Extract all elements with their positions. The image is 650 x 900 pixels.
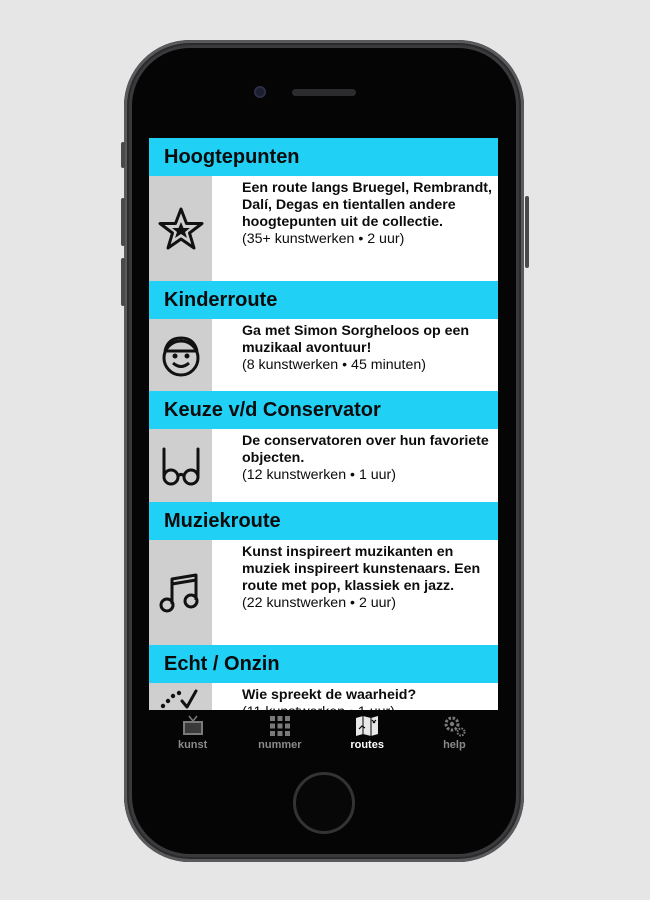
route-item-muziekroute[interactable] xyxy=(149,502,498,645)
route-meta: (35+ kunstwerken • 2 uur) xyxy=(242,231,405,247)
earpiece-speaker xyxy=(292,89,356,96)
app-screen xyxy=(149,138,498,758)
route-description: Ga met Simon Sorgheloos op een muzikaal avontuur! xyxy=(242,323,470,356)
route-description: De conservatoren over hun favoriete objecten. xyxy=(242,433,489,466)
route-title: Keuze v/d Conservator xyxy=(149,391,498,429)
child-face-icon xyxy=(158,332,204,378)
route-item-hoogtepunten[interactable] xyxy=(149,138,498,281)
volume-up-button xyxy=(121,198,125,246)
route-list[interactable] xyxy=(149,138,498,710)
star-icon xyxy=(158,206,204,252)
route-description: Kunst inspireert muzikanten en muziek inspireert kunstenaars. Een route met pop, klassiek en jazz. xyxy=(242,544,481,594)
tab-kunst[interactable] xyxy=(149,710,236,758)
route-title: Muziekroute xyxy=(149,502,498,540)
tab-label: nummer xyxy=(258,739,302,751)
route-description: Een route langs Bruegel, Rembrandt, Dalí, Degas en tientallen andere hoogtepunten uit de collectie. xyxy=(242,180,492,230)
route-title: Echt / Onzin xyxy=(149,645,498,683)
map-icon xyxy=(355,715,379,737)
tab-label: routes xyxy=(350,739,384,751)
route-meta: (22 kunstwerken • 2 uur) xyxy=(242,595,397,611)
tab-label: kunst xyxy=(177,739,208,751)
route-item-kinderroute[interactable] xyxy=(149,281,498,391)
route-title: Kinderroute xyxy=(149,281,498,319)
power-button xyxy=(525,196,529,268)
route-description: Wie spreekt de waarheid? xyxy=(242,687,417,703)
tab-routes[interactable] xyxy=(324,710,411,758)
mute-switch xyxy=(121,142,125,168)
route-meta: (12 kunstwerken • 1 uur) xyxy=(242,467,397,483)
volume-down-button xyxy=(121,258,125,306)
music-note-icon xyxy=(158,570,204,616)
gears-icon xyxy=(442,715,466,737)
tab-help[interactable] xyxy=(411,710,498,758)
route-meta: (8 kunstwerken • 45 minuten) xyxy=(242,357,426,373)
tab-nummer[interactable] xyxy=(236,710,323,758)
route-title: Hoogtepunten xyxy=(149,138,498,176)
front-camera xyxy=(254,86,266,98)
keypad-icon xyxy=(268,715,292,737)
route-item-keuze-conservator[interactable] xyxy=(149,391,498,502)
tab-bar xyxy=(149,710,498,758)
glasses-icon xyxy=(158,443,204,489)
home-button[interactable] xyxy=(293,772,355,834)
tv-icon xyxy=(181,715,205,737)
tab-label: help xyxy=(443,739,466,751)
